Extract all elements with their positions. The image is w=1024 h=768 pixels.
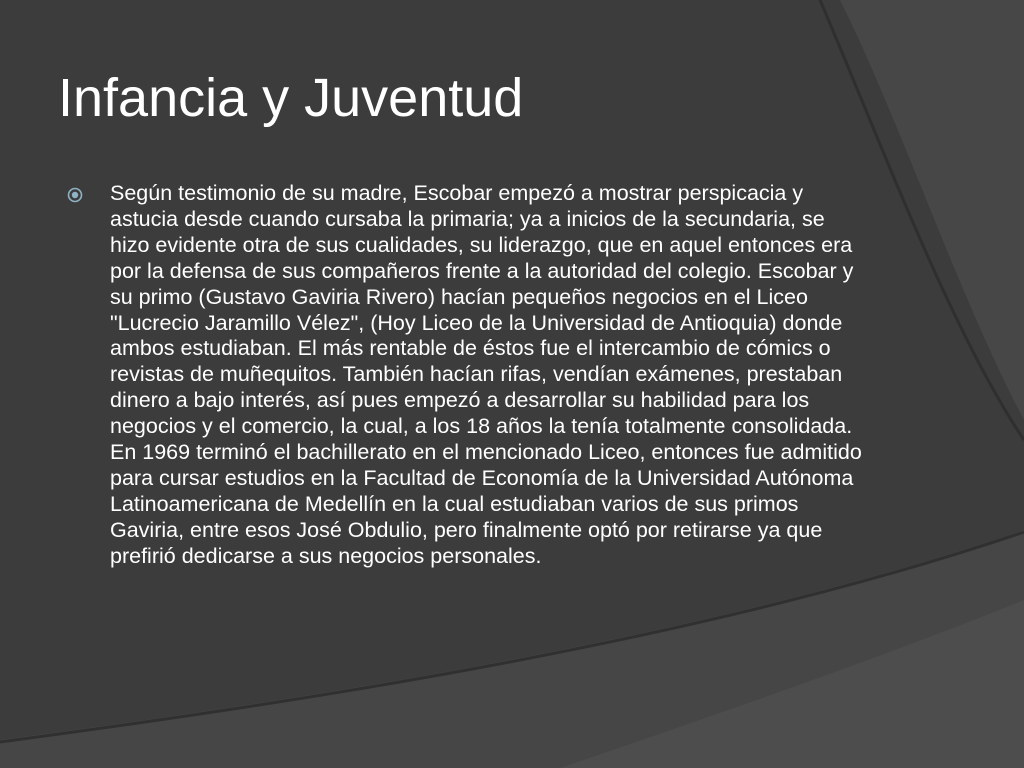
slide-title: Infancia y Juventud [58,68,524,128]
bullet-text: Según testimonio de su madre, Escobar empezó a mostrar perspicacia y astucia desde cuando cursaba la primaria; ya a inicios de la secundaria, se hizo evidente otra de sus cualidades, su liderazgo, que en aquel entonces era por la defensa de sus compañeros frente a la autoridad del colegio. Escobar y su primo (Gustavo Gaviria Rivero) hacían pequeños negocios en el Liceo "Lucrecio Jaramillo Vélez", (Hoy Liceo de la Universidad de Antioquia) donde ambos estudiaban. El más rentable de éstos fue el intercambio de cómics o revistas de muñequitos. También hacían rifas, vendían exámenes, prestaban dinero a bajo interés, así pues empezó a desarrollar su habilidad para los negocios y el comercio, la cual, a los 18 años la tenía totalmente consolidada. En 1969 terminó el bachillerato en el mencionado Liceo, entonces fue admitido para cursar estudios en la Facultad de Economía de la Universidad Autónoma Latinoamericana de Medellín en la cual estudiaban varios de sus primos Gaviria, entre esos José Obdulio, pero finalmente optó por retirarse ya que prefirió dedicarse a sus negocios personales. [110,181,862,568]
circle-bullet-icon [66,186,84,204]
